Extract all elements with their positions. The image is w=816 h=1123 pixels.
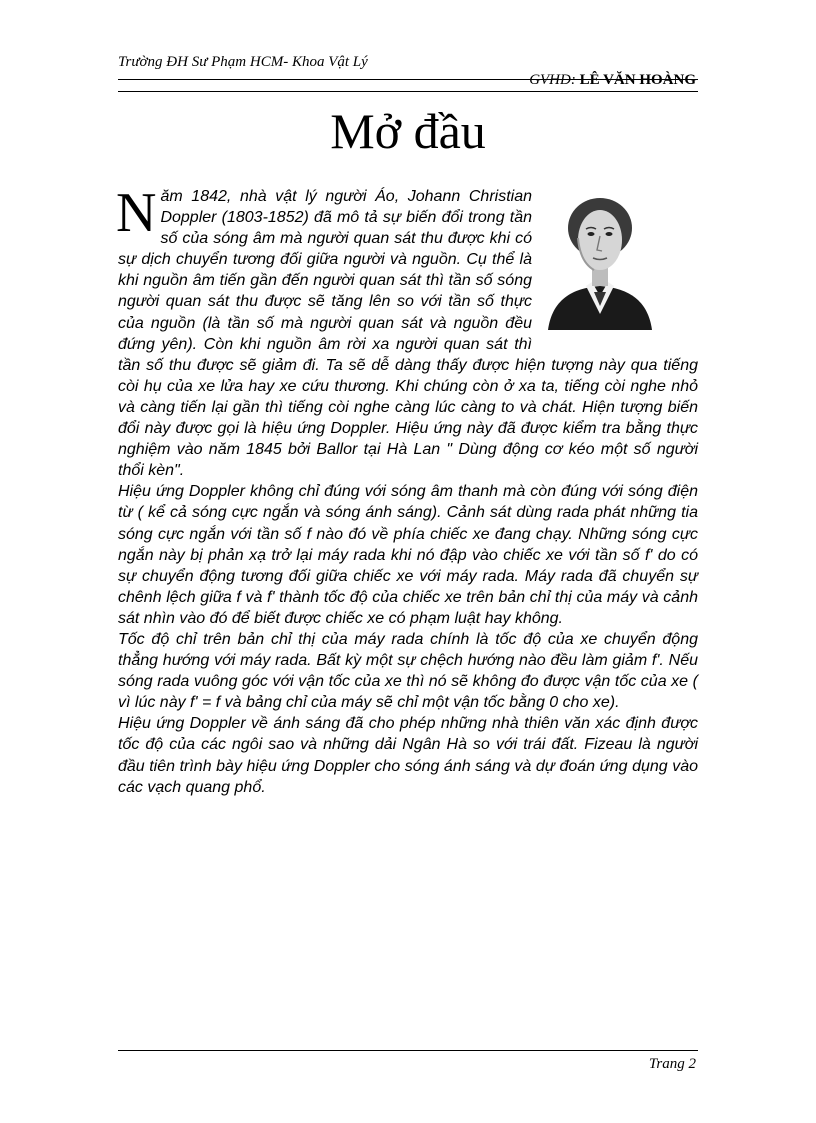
footer-divider xyxy=(118,1050,698,1051)
paragraph-3: Tốc độ chỉ trên bản chỉ thị của máy rada chính là tốc độ của xe chuyển động thẳng hướng với máy rada. Bất kỳ một sự chệch hướng nào đều làm giảm f'. Nếu sóng rada vuông góc với vận tốc của xe thì nó sẽ không đo được vận tốc của xe ( vì lúc này f' = f và bảng chỉ của máy sẽ chỉ một vận tốc bằng 0 cho xe). xyxy=(118,630,698,712)
page-number: Trang 2 xyxy=(648,1056,696,1072)
header-school: Trường ĐH Sư Phạm HCM- Khoa Vật Lý xyxy=(118,54,368,70)
header-divider-2 xyxy=(118,91,698,92)
paragraph-4: Hiệu ứng Doppler về ánh sáng đã cho phép những nhà thiên văn xác định được tốc độ của các ngôi sao và những dải Ngân Hà so với trái đất. Fizeau là người đầu tiên trình bày hiệu ứng Doppler cho sóng ánh sáng và dự đoán ứng dụng vào các vạch quang phổ. xyxy=(118,715,698,796)
drop-cap: N xyxy=(116,182,157,244)
advisor-label: GVHD: xyxy=(529,72,576,88)
paragraph-2: Hiệu ứng Doppler không chỉ đúng với sóng âm thanh mà còn đúng với sóng điện từ ( kể cả sóng cực ngắn và sóng ánh sáng). Cảnh sát dùng rada phát những tia sóng cực ngắn với tần số f nào đó về phía chiếc xe đang chạy. Những sóng cực ngắn này bị phản xạ trở lại máy rada khi nó đập vào chiếc xe với tần số f' do có sự chuyển động tương đối giữa chiếc xe với máy rada. Máy rada đã chuyển sự chênh lệch giữa f và f' thành tốc độ của chiếc xe trên bản chỉ thị của máy và cảnh sát nhìn vào đó để biết được chiếc xe có phạm luật hay không. xyxy=(118,483,698,627)
header-advisor xyxy=(529,72,696,89)
document-body xyxy=(116,182,698,798)
advisor-name: LÊ VĂN HOÀNG xyxy=(579,72,696,88)
paragraph-1-text: ăm 1842, nhà vật lý người Áo, Johann Christian Doppler (1803-1852) đã mô tả sự biến đổi trong tần số của sóng âm mà người quan sát thu được khi có sự dịch chuyển tương đối giữa người và nguồn. Cụ thể là khi nguồn âm tiến gần đến người quan sát thì tần số sóng người quan sát thu được sẽ tăng lên so với tần số thực của nguồn (là tần số mà người quan sát và nguồn đều đứng yên). Còn khi nguồn âm rời xa người quan sát thì tần số thu được sẽ giảm đi. Ta sẽ dễ dàng thấy được hiện tượng này qua tiếng còi hụ của xe lửa hay xe cứu thương. Khi chúng còn ở xa ta, tiếng còi nghe nhỏ và càng tiến lại gần thì tiếng còi nghe càng lúc càng to và chát. Hiện tượng biến đổi này được gọi là hiệu ứng Doppler. Hiệu ứng này đã được kiểm tra bằng thực nghiệm vào năm 1845 bởi Ballor tại Hà Lan " Dùng động cơ kéo một số người thổi kèn". xyxy=(118,188,698,480)
doppler-portrait-image xyxy=(542,188,658,330)
page-title: Mở đầu xyxy=(330,103,486,159)
